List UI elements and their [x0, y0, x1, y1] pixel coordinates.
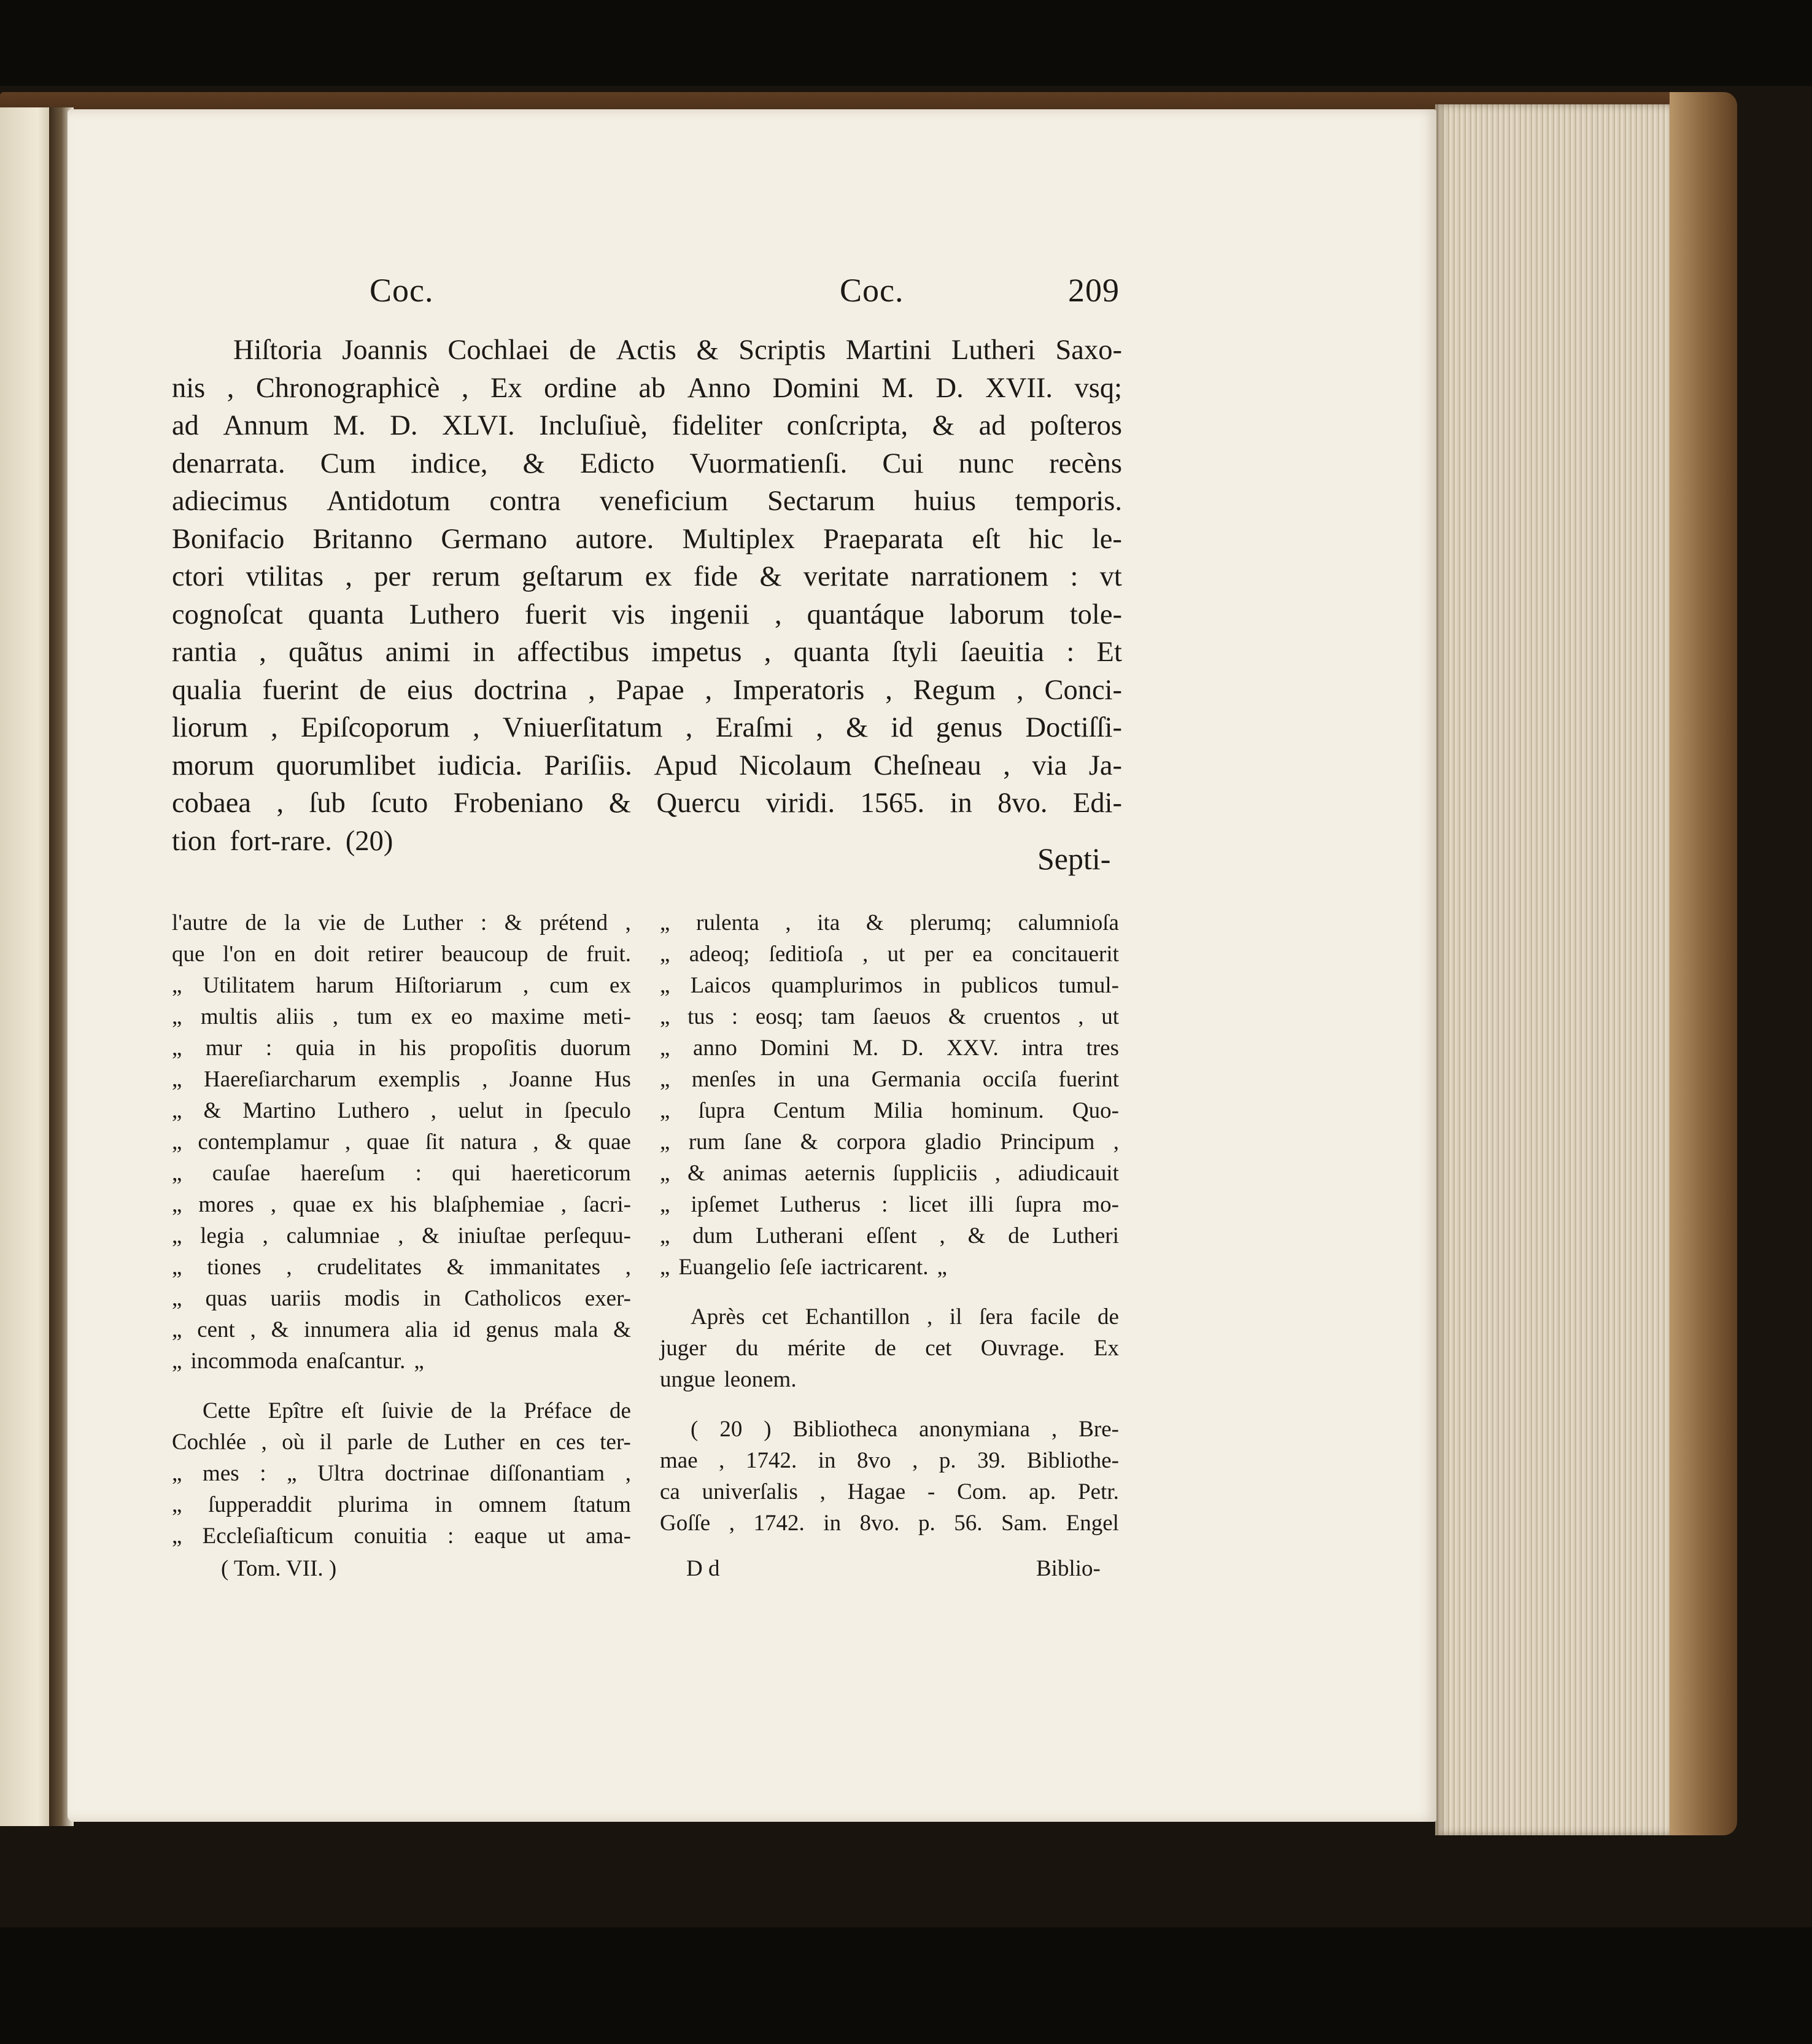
- main-entry-line: ad Annum M. D. XLVI. Incluſiuè, fideliter conſcripta, & ad poſteros: [172, 410, 1122, 441]
- right-column-line: „ & animas aeternis ſuppliciis , adiudicauit: [660, 1161, 1119, 1186]
- main-entry-line: Bonifacio Britanno Germano autore. Multiplex Praeparata eſt hic le-: [172, 523, 1122, 555]
- main-entry-line: adiecimus Antidotum contra veneficium Sectarum huius temporis.: [172, 486, 1122, 517]
- left-column-line: „ cent , & innumera alia id genus mala &: [172, 1317, 631, 1342]
- main-entry-line: Hiſtoria Joannis Cochlaei de Actis & Scriptis Martini Lutheri Saxo-: [233, 335, 1122, 366]
- right-column-line: ca univerſalis , Hagae - Com. ap. Petr.: [660, 1479, 1119, 1504]
- left-column-line: „ & Martino Luthero , uelut in ſpeculo: [172, 1098, 631, 1123]
- left-column-line: „ ſupperaddit plurima in omnem ſtatum: [172, 1492, 631, 1517]
- main-entry-line: liorum , Epiſcoporum , Vniuerſitatum , Eraſmi , & id genus Doctiſſi-: [172, 712, 1122, 743]
- right-column-line: „ ſupra Centum Milia hominum. Quo-: [660, 1098, 1119, 1123]
- left-column: [172, 907, 631, 1552]
- right-column-line: ( 20 ) Bibliotheca anonymiana , Bre-: [691, 1417, 1119, 1442]
- right-column-line: ungue leonem.: [660, 1367, 797, 1392]
- running-head-center: Coc.: [840, 272, 904, 309]
- left-column-line: „ quas uariis modis in Catholicos exer-: [172, 1286, 631, 1311]
- right-column-line: „ rum ſane & corpora gladio Principum ,: [660, 1129, 1119, 1155]
- right-column-line: „ menſes in una Germania occiſa fuerint: [660, 1067, 1119, 1092]
- right-column-line: „ Euangelio ſeſe iactricarent. „: [660, 1255, 947, 1280]
- left-column-line: „ legia , calumniae , & iniuſtae perſequu-: [172, 1223, 631, 1248]
- right-column-line: „ tus : eosq; tam ſaeuos & cruentos , ut: [660, 1004, 1119, 1029]
- right-column: [660, 907, 1119, 1539]
- catchword-biblio: Biblio-: [1036, 1556, 1101, 1581]
- right-column-line: Après cet Echantillon , il ſera facile de: [691, 1304, 1119, 1330]
- book-cover-edge: [1670, 92, 1737, 1835]
- left-column-line: que l'on en doit retirer beaucoup de fruit.: [172, 942, 631, 967]
- main-entry-line: rantia , quãtus animi in affectibus impetus , quanta ſtyli ſaeuitia : Et: [172, 637, 1122, 668]
- left-column-line: l'autre de la vie de Luther : & prétend ,: [172, 910, 631, 935]
- left-column-line: „ mur : quia in his propoſitis duorum: [172, 1036, 631, 1061]
- right-column-line: „ rulenta , ita & plerumq; calumnioſa: [660, 910, 1119, 935]
- left-column-line: „ Eccleſiaſticum conuitia : eaque ut ama-: [172, 1523, 631, 1549]
- left-column-line: „ Haereſiarcharum exemplis , Joanne Hus: [172, 1067, 631, 1092]
- left-column-line: „ contemplamur , quae ſit natura , & quae: [172, 1129, 631, 1155]
- main-entry-line: tion fort-rare. (20): [172, 825, 393, 857]
- main-entry: [172, 331, 1122, 860]
- right-column-line: Goſſe , 1742. in 8vo. p. 56. Sam. Engel: [660, 1511, 1119, 1536]
- main-entry-line: ctori vtilitas , per rerum geſtarum ex fide & veritate narrationem : vt: [172, 561, 1122, 592]
- right-column-line: „ adeoq; ſeditioſa , ut per ea concitauerit: [660, 942, 1119, 967]
- right-column-line: juger du mérite de cet Ouvrage. Ex: [660, 1336, 1119, 1361]
- main-entry-line: cobaea , ſub ſcuto Frobeniano & Quercu viridi. 1565. in 8vo. Edi-: [172, 788, 1122, 819]
- right-column-line: „ Laicos quamplurimos in publicos tumul-: [660, 973, 1119, 998]
- page-edges: [1435, 104, 1681, 1835]
- left-column-line: „ multis aliis , tum ex eo maxime meti-: [172, 1004, 631, 1029]
- left-column-line: „ tiones , crudelitates & immanitates ,: [172, 1255, 631, 1280]
- main-entry-line: nis , Chronographicè , Ex ordine ab Anno Domini M. D. XVII. vsq;: [172, 372, 1122, 404]
- left-column-line: „ cauſae haereſum : qui haereticorum: [172, 1161, 631, 1186]
- right-column-line: „ dum Lutherani eſſent , & de Lutheri: [660, 1223, 1119, 1248]
- right-column-line: „ anno Domini M. D. XXV. intra tres: [660, 1036, 1119, 1061]
- left-column-line: „ incommoda enaſcantur. „: [172, 1349, 424, 1374]
- left-column-line: Cette Epître eſt ſuivie de la Préface de: [203, 1398, 631, 1423]
- main-entry-line: denarrata. Cum indice, & Edicto Vuormatienſi. Cui nunc recèns: [172, 447, 1122, 479]
- left-column-line: Cochlée , où il parle de Luther en ces ter-: [172, 1430, 631, 1455]
- left-column-line: „ mes : „ Ultra doctrinae diſſonantiam ,: [172, 1461, 631, 1486]
- page-number: 209: [1068, 272, 1120, 309]
- main-entry-line: morum quorumlibet iudicia. Pariſiis. Apud Nicolaum Cheſneau , via Ja-: [172, 749, 1122, 781]
- right-column-line: mae , 1742. in 8vo , p. 39. Bibliothe-: [660, 1448, 1119, 1473]
- main-entry-line: cognoſcat quanta Luthero fuerit vis ingenii , quantáque laborum tole-: [172, 598, 1122, 630]
- left-column-line: „ Utilitatem harum Hiſtoriarum , cum ex: [172, 973, 631, 998]
- signature-mark: D d: [686, 1556, 720, 1581]
- catchword-septi: Septi-: [1037, 842, 1111, 876]
- running-head-left: Coc.: [370, 272, 434, 309]
- volume-label: ( Tom. VII. ): [221, 1556, 337, 1581]
- main-entry-line: qualia fuerint de eius doctrina , Papae , Imperatoris , Regum , Conci-: [172, 674, 1122, 706]
- right-column-line: „ ipſemet Lutherus : licet illi ſupra mo-: [660, 1192, 1119, 1217]
- left-column-line: „ mores , quae ex his blaſphemiae , ſacri-: [172, 1192, 631, 1217]
- facing-page-edge: [0, 107, 54, 1826]
